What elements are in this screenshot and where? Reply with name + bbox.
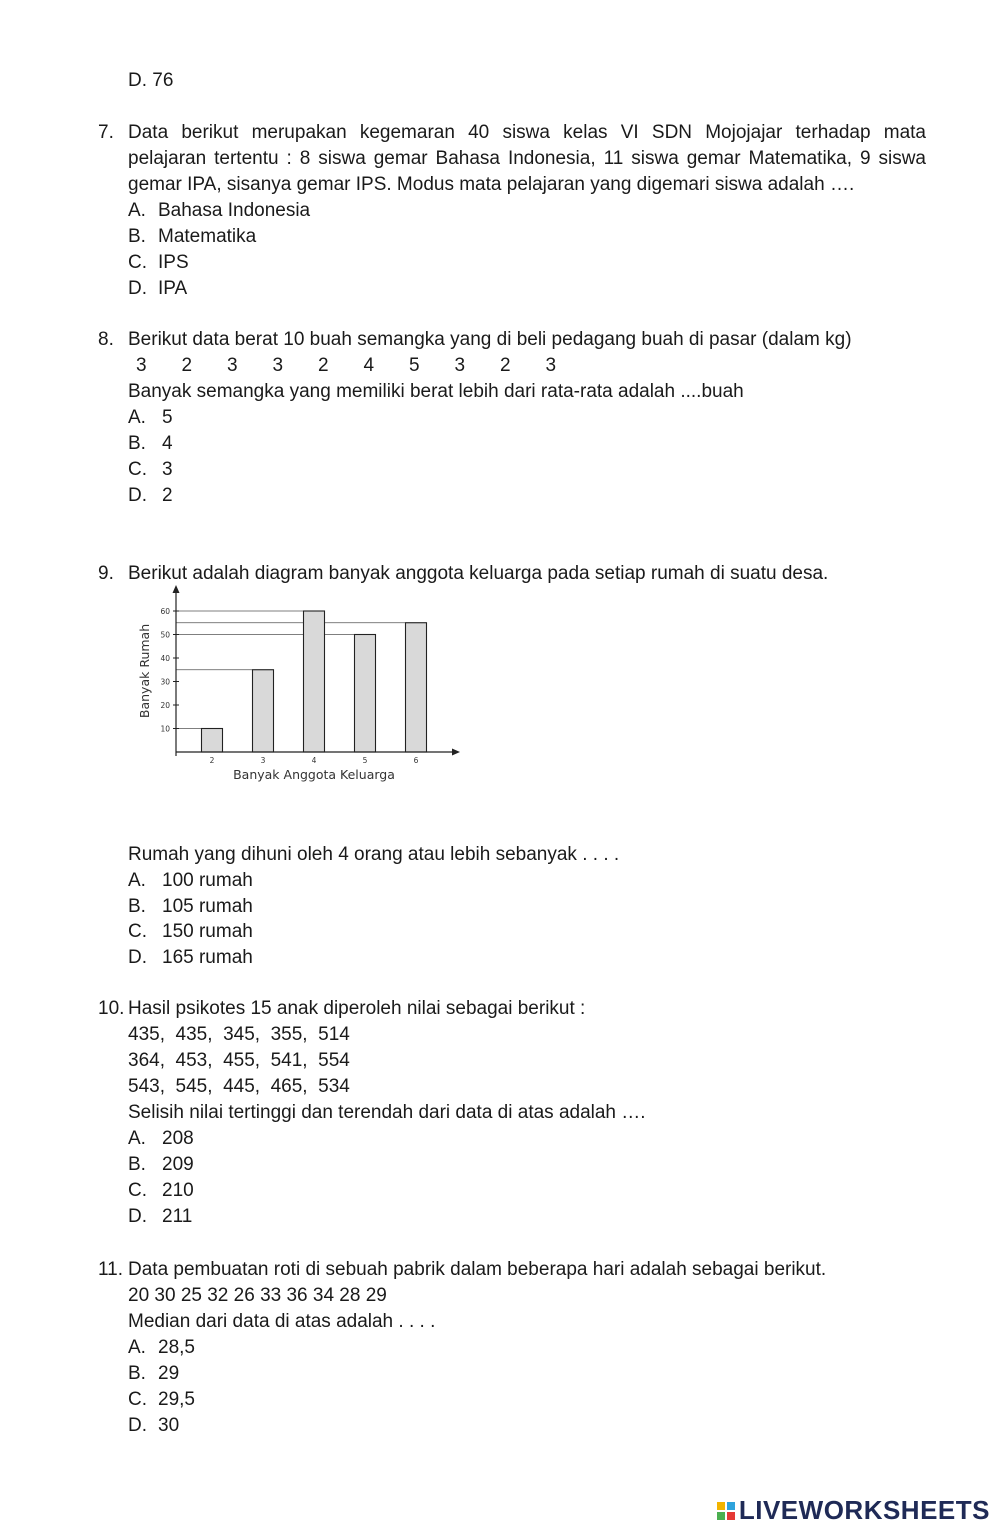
x-tick-label: 5	[362, 756, 368, 765]
previous-question-option-d: D. 76	[128, 70, 174, 91]
question-text-line: Data pembuatan roti di sebuah pabrik dalam beberapa hari adalah sebagai berikut.	[128, 1259, 827, 1280]
option-text[interactable]: IPA	[158, 278, 188, 299]
option-text[interactable]: 3	[162, 459, 173, 480]
option-letter: C.	[128, 1180, 147, 1201]
y-tick-label: 40	[160, 654, 170, 663]
option-text[interactable]: 209	[162, 1154, 194, 1175]
option-letter: C.	[128, 1389, 147, 1410]
option-text[interactable]: 211	[162, 1206, 193, 1227]
logo-square	[727, 1512, 735, 1520]
bar	[355, 635, 376, 753]
y-tick-label: 50	[160, 630, 170, 640]
data-values	[136, 355, 591, 377]
x-axis-arrow-icon	[452, 749, 460, 756]
x-tick-label: 3	[260, 756, 266, 765]
x-axis-label: Banyak Anggota Keluarga	[233, 767, 395, 782]
y-tick-label: 10	[160, 724, 170, 734]
option-letter: D.	[128, 485, 147, 506]
option-text[interactable]: 29	[158, 1363, 180, 1384]
question-text-line: Hasil psikotes 15 anak diperoleh nilai sebagai berikut :	[128, 998, 586, 1019]
x-tick-label: 4	[311, 756, 317, 765]
option-text[interactable]: 28,5	[158, 1337, 195, 1358]
option-text[interactable]: 2	[162, 485, 173, 506]
option-text[interactable]: 208	[162, 1128, 194, 1149]
option-letter: A.	[128, 407, 146, 428]
question-text-line: Median dari data di atas adalah . . . .	[128, 1311, 436, 1332]
bar	[253, 670, 274, 752]
option-letter: D.	[128, 947, 147, 968]
option-letter: D.	[128, 1415, 147, 1436]
option-text[interactable]: 30	[158, 1415, 180, 1436]
option-text[interactable]: 165 rumah	[162, 947, 253, 968]
data-value: 3	[227, 355, 238, 376]
logo-square	[717, 1502, 725, 1510]
y-tick-label: 60	[160, 607, 170, 616]
y-axis-arrow-icon	[173, 585, 180, 593]
option-text[interactable]: 150 rumah	[162, 921, 253, 942]
logo-square	[717, 1512, 725, 1520]
data-value: 3	[454, 355, 466, 376]
option-text[interactable]: 29,5	[158, 1389, 195, 1410]
option-letter: B.	[128, 433, 146, 454]
data-value: 2	[181, 355, 193, 376]
option-letter: B.	[128, 896, 146, 917]
option-text[interactable]: 100 rumah	[162, 870, 253, 891]
question-text-line: Berikut adalah diagram banyak anggota keluarga pada setiap rumah di suatu desa.	[128, 563, 829, 584]
data-values: 20 30 25 32 26 33 36 34 28 29	[128, 1285, 387, 1306]
option-letter: C.	[128, 459, 147, 480]
bar-chart	[130, 585, 460, 790]
question-text-line: Banyak semangka yang memiliki berat lebih dari rata-rata adalah ....buah	[128, 381, 744, 402]
x-tick-label: 6	[413, 756, 419, 765]
chart-reference-lines	[176, 611, 427, 729]
y-tick-label: 30	[160, 677, 170, 687]
question-text-line: gemar IPA, sisanya gemar IPS. Modus mata pelajaran yang digemari siswa adalah ….	[128, 174, 855, 195]
logo-square	[727, 1502, 735, 1510]
option-text[interactable]: IPS	[158, 252, 189, 273]
option-letter: B.	[128, 1154, 146, 1175]
liveworksheets-logo[interactable]	[717, 1495, 990, 1526]
question-number: 10.	[98, 998, 125, 1019]
data-value: 3	[545, 355, 557, 376]
data-value: 2	[318, 355, 329, 376]
x-tick-label: 2	[209, 756, 215, 765]
logo-squares-icon	[717, 1502, 735, 1520]
option-letter: A.	[128, 870, 146, 891]
question-text-line: Data berikut merupakan kegemaran 40 siswa kelas VI SDN Mojojajar terhadap mata	[128, 122, 926, 143]
data-value: 3	[272, 355, 284, 376]
chart-bars	[202, 611, 427, 752]
option-text[interactable]: Bahasa Indonesia	[158, 200, 311, 221]
bar	[304, 611, 325, 752]
option-text[interactable]: 5	[162, 407, 173, 428]
y-tick-label: 20	[160, 701, 170, 710]
option-letter: C.	[128, 252, 147, 273]
logo-text: LIVEWORKSHEETS	[738, 1495, 990, 1525]
question-number: 7.	[98, 122, 114, 143]
option-letter: A.	[128, 1337, 146, 1358]
option-text[interactable]: 210	[162, 1180, 194, 1201]
data-row: 543, 545, 445, 465, 534	[128, 1076, 350, 1097]
option-text[interactable]: 4	[162, 433, 173, 454]
data-row: 435, 435, 345, 355, 514	[128, 1024, 350, 1045]
data-row: 364, 453, 455, 541, 554	[128, 1050, 350, 1071]
option-letter: A.	[128, 200, 146, 221]
data-value: 5	[409, 355, 420, 376]
option-letter: C.	[128, 921, 147, 942]
question-text-line: pelajaran tertentu : 8 siswa gemar Bahasa Indonesia, 11 siswa gemar Matematika, 9 siswa	[128, 148, 926, 169]
option-text[interactable]: Matematika	[158, 226, 257, 247]
question-number: 8.	[98, 329, 114, 350]
option-letter: A.	[128, 1128, 146, 1149]
data-value: 3	[136, 355, 147, 376]
question-number: 11.	[98, 1259, 124, 1280]
chart-ticks	[160, 607, 418, 765]
option-letter: D.	[128, 278, 147, 299]
y-axis-label: Banyak Rumah	[137, 623, 152, 719]
option-letter: B.	[128, 1363, 146, 1384]
bar	[202, 729, 223, 753]
bar	[406, 623, 427, 752]
question-text-line: Rumah yang dihuni oleh 4 orang atau lebih sebanyak . . . .	[128, 844, 620, 865]
option-letter: B.	[128, 226, 146, 247]
question-text-line: Selisih nilai tertinggi dan terendah dari data di atas adalah ….	[128, 1102, 646, 1123]
option-text[interactable]: 105 rumah	[162, 896, 253, 917]
question-text-line: Berikut data berat 10 buah semangka yang di beli pedagang buah di pasar (dalam kg)	[128, 329, 852, 350]
data-value: 4	[363, 355, 375, 376]
option-letter: D.	[128, 1206, 147, 1227]
question-number: 9.	[98, 563, 114, 584]
data-value: 2	[500, 355, 511, 376]
